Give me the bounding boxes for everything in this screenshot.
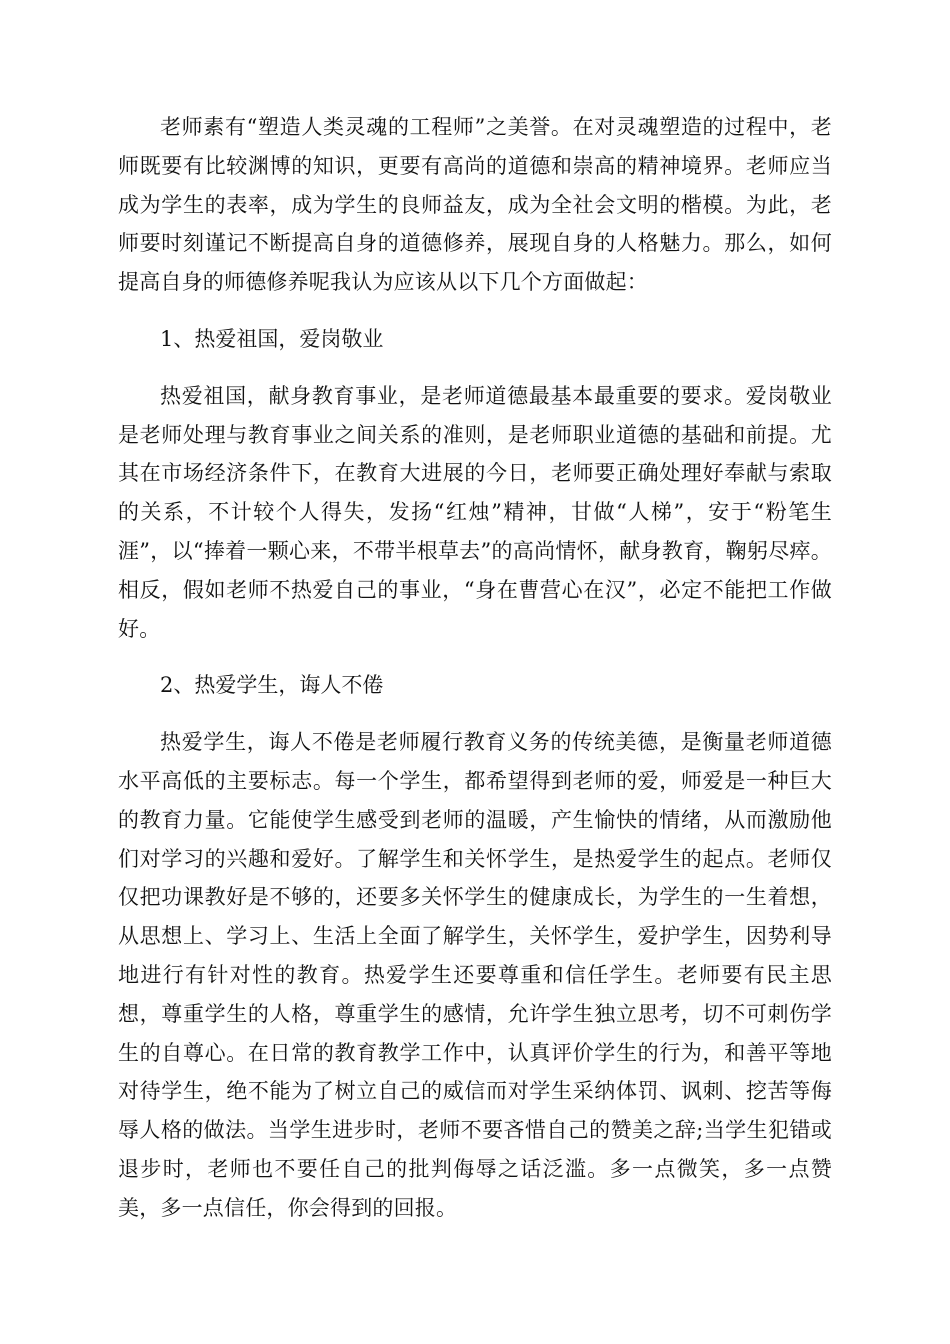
paragraph-gap: [118, 359, 832, 377]
section-heading-2: 2、热爱学生，诲人不倦: [160, 673, 384, 698]
document-page: [118, 108, 832, 1228]
paragraph-gap: [118, 648, 832, 666]
paragraph-section-2: 热爱学生，诲人不倦是老师履行教育义务的传统美德，是衡量老师道德水平高低的主要标志。每一个学生，都希望得到老师的爱，师爱是一种巨大的教育力量。它能使学生感受到老师的温暖，产生愉快的情绪，从而激励他们对学习的兴趣和爱好。了解学生和关怀学生，是热爱学生的起点。老师仅仅把功课教好是不够的，还要多关怀学生的健康成长，为学生的一生着想，从思想上、学习上、生活上全面了解学生，关怀学生，爱护学生，因势利导地进行有针对性的教育。热爱学生还要尊重和信任学生。老师要有民主思想，尊重学生的人格，尊重学生的感情，允许学生独立思考，切不可刺伤学生的自尊心。在日常的教育教学工作中，认真评价学生的行为，和善平等地对待学生，绝不能为了树立自己的威信而对学生采纳体罚、讽刺、挖苦等侮辱人格的做法。当学生进步时，老师不要吝惜自己的赞美之辞;当学生犯错或退步时，老师也不要任自己的批判侮辱之话泛滥。多一点微笑，多一点赞美，多一点信任，你会得到的回报。: [118, 730, 832, 1220]
paragraph-gap: [118, 705, 832, 723]
paragraph-gap: [118, 302, 832, 320]
paragraph-section-1: 热爱祖国，献身教育事业，是老师道德最基本最重要的要求。爱岗敬业是老师处理与教育事业之间关系的准则，是老师职业道德的基础和前提。尤其在市场经济条件下，在教育大进展的今日，老师要正确处理好奉献与索取的关系，不计较个人得失，发扬“红烛”精神，甘做“人梯”，安于“粉笔生涯”，以“捧着一颗心来，不带半根草去”的高尚情怀，献身教育，鞠躬尽瘁。相反，假如老师不热爱自己的事业，“身在曹营心在汉”，必定不能把工作做好。: [118, 383, 832, 641]
paragraph-intro: 老师素有“塑造人类灵魂的工程师”之美誉。在对灵魂塑造的过程中，老师既要有比较渊博的知识，更要有高尚的道德和崇高的精神境界。老师应当成为学生的表率，成为学生的良师益友，成为全社会文明的楷模。为此，老师要时刻谨记不断提高自身的道德修养，展现自身的人格魅力。那么，如何提高自身的师德修养呢我认为应该从以下几个方面做起：: [118, 115, 832, 295]
section-heading-1: 1、热爱祖国，爱岗敬业: [160, 326, 384, 351]
